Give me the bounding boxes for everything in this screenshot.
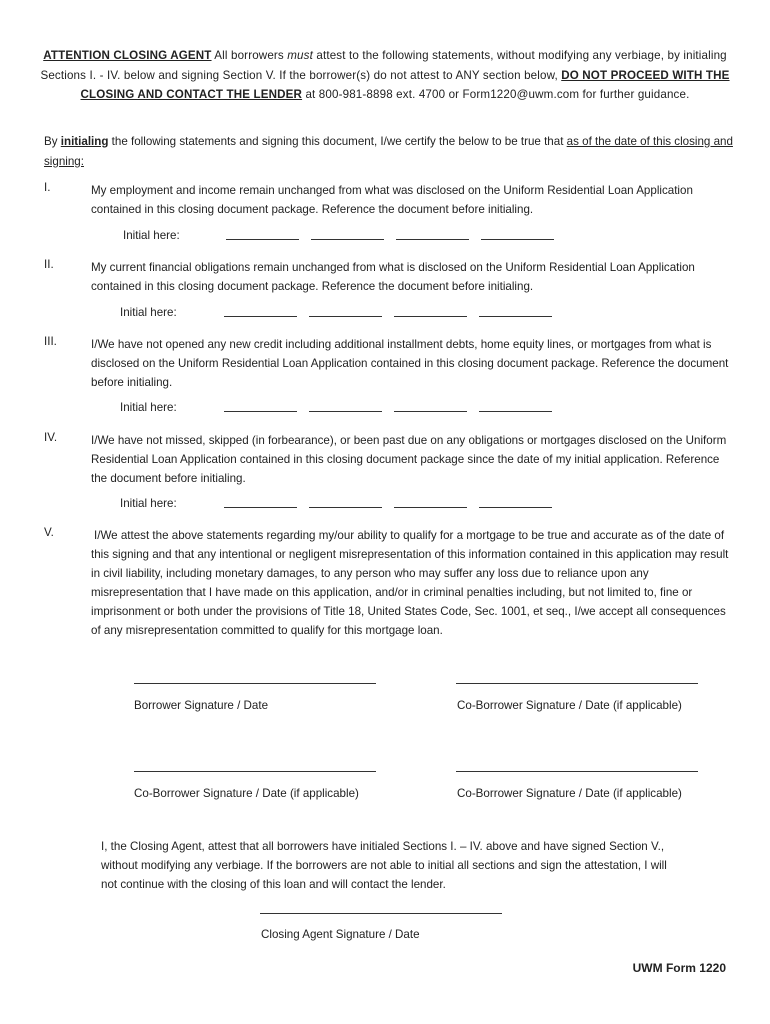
coborrower-signature-line[interactable] — [456, 771, 698, 772]
initial-field[interactable] — [309, 497, 382, 508]
initial-field[interactable] — [394, 497, 467, 508]
section-text: I/We have not missed, skipped (in forbearance), or been past due on any obligations or mortgages disclosed on the Uniform Residential Loan Application contained in this closing document package since the date of my initial application. Reference the document before initialing. — [91, 434, 727, 485]
coborrower-signature-label: Co-Borrower Signature / Date (if applicable) — [457, 699, 682, 712]
coborrower-signature-label: Co-Borrower Signature / Date (if applicable) — [457, 787, 682, 800]
certify-initialing: initialing — [60, 135, 109, 148]
section-text: My employment and income remain unchanged from what was disclosed on the Uniform Residential Loan Application contained in this closing document package. Reference the document before initialing. — [91, 184, 693, 216]
section-text: My current financial obligations remain unchanged from what is disclosed on the Uniform Residential Loan Application contained in this closing document package. Reference the document before initialing. — [91, 261, 695, 293]
closing-agent-signature-line[interactable] — [260, 913, 502, 914]
initial-field[interactable] — [479, 401, 552, 412]
coborrower-signature-line[interactable] — [134, 771, 376, 772]
initial-here-label: Initial here: — [123, 229, 180, 242]
initial-blanks — [224, 306, 564, 320]
initial-field[interactable] — [224, 497, 297, 508]
section-numeral: V. — [44, 526, 54, 539]
attention-label: ATTENTION CLOSING AGENT — [43, 49, 212, 62]
borrower-signature-line[interactable] — [134, 683, 376, 684]
initial-here-label: Initial here: — [120, 497, 177, 510]
coborrower-signature-label: Co-Borrower Signature / Date (if applicable) — [134, 787, 359, 800]
section-text: I/We have not opened any new credit including additional installment debts, home equity lines, or mortgages from what is disclosed on the Uniform Residential Loan Application contained in this closing document package. Reference the document before initialing. — [91, 338, 729, 389]
section-numeral: IV. — [44, 431, 58, 444]
initial-field[interactable] — [311, 229, 384, 240]
initial-field[interactable] — [396, 229, 469, 240]
initial-field[interactable] — [224, 306, 297, 317]
initial-blanks — [226, 229, 566, 243]
section-numeral: III. — [44, 335, 57, 348]
intro-must: must — [287, 49, 313, 62]
section-numeral: I. — [44, 181, 51, 194]
initial-blanks — [224, 401, 564, 415]
initial-field[interactable] — [309, 401, 382, 412]
initial-field[interactable] — [479, 497, 552, 508]
initial-field[interactable] — [481, 229, 554, 240]
certify-by: By — [44, 135, 61, 148]
initial-here-label: Initial here: — [120, 401, 177, 414]
initial-field[interactable] — [394, 306, 467, 317]
initial-field[interactable] — [394, 401, 467, 412]
initial-field[interactable] — [309, 306, 382, 317]
attention-intro — [40, 46, 730, 105]
initial-field[interactable] — [479, 306, 552, 317]
certify-as-of: as of the date of this closing and signing: — [44, 135, 733, 168]
certify-text: the following statements and signing this document, I/we certify the below to be true that — [108, 135, 567, 148]
section-numeral: II. — [44, 258, 54, 271]
closing-agent-attestation: I, the Closing Agent, attest that all borrowers have initialed Sections I. – IV. above and have signed Section V., without modifying any verbiage. If the borrowers are not able to initial all sections and sign the attestation, I will not continue with the closing of this loan and will contact the lender. — [101, 840, 667, 891]
form-id: UWM Form 1220 — [632, 961, 726, 975]
closing-agent-signature-label: Closing Agent Signature / Date — [261, 928, 420, 941]
intro-text-2: attest to the following statements, without modifying any verbiage, by initialing Sections I. - IV. below and signing Section V. If the borrower(s) do not attest to ANY section below, — [40, 49, 727, 82]
coborrower-signature-line[interactable] — [456, 683, 698, 684]
borrower-signature-label: Borrower Signature / Date — [134, 699, 269, 712]
intro-text-1: All borrowers — [211, 49, 288, 62]
initial-field[interactable] — [226, 229, 299, 240]
intro-text-3: at 800-981-8898 ext. 4700 or Form1220@uwm.com for further guidance. — [302, 88, 690, 101]
initial-here-label: Initial here: — [120, 306, 177, 319]
do-not-proceed-notice: DO NOT PROCEED WITH THE CLOSING AND CONTACT THE LENDER — [80, 68, 730, 101]
section-text: I/We attest the above statements regarding my/our ability to qualify for a mortgage to be true and accurate as of the date of this signing and that any intentional or negligent misrepresentation of this information contained in this application may result in civil liability, including monetary damages, to any person who may suffer any loss due to reliance upon any misrepresentation that I have made on this application, and/or in criminal penalties including, but not limited to, fine or imprisonment or both under the provisions of Title 18, United States Code, Sec. 1001, et seq., I/we accept all consequences of any misrepresentation committed to qualify for this mortgage loan. — [91, 529, 729, 637]
initial-blanks — [224, 497, 564, 511]
initial-field[interactable] — [224, 401, 297, 412]
certify-statement — [44, 132, 734, 171]
